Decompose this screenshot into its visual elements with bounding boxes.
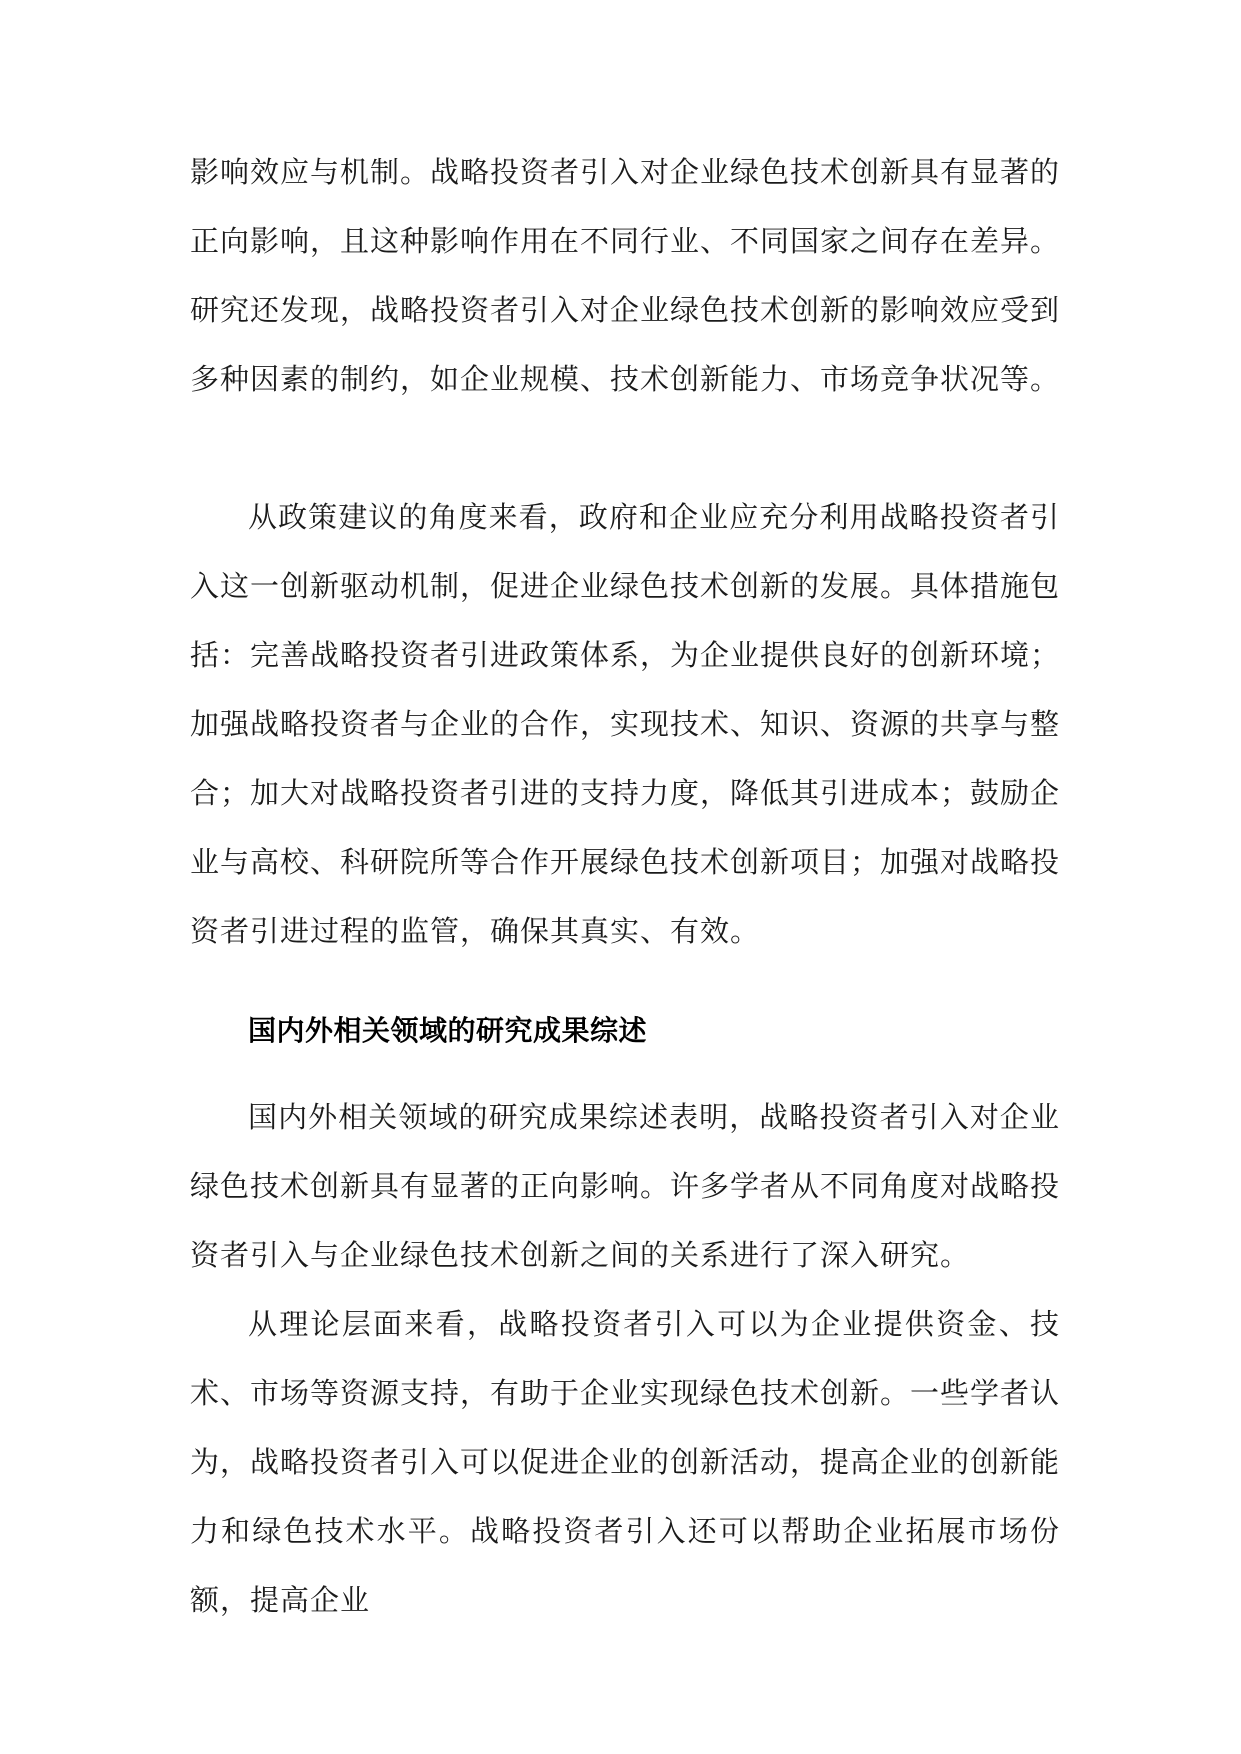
body-paragraph: 从理论层面来看，战略投资者引入可以为企业提供资金、技术、市场等资源支持，有助于企业实现绿色技术创新。一些学者认为，战略投资者引入可以促进企业的创新活动，提高企业的创新能力和绿色技术水平。战略投资者引入还可以帮助企业拓展市场份额，提高企业 — [190, 1307, 1061, 1617]
body-paragraph: 影响效应与机制。战略投资者引入对企业绿色技术创新具有显著的正向影响，且这种影响作用在不同行业、不同国家之间存在差异。研究还发现，战略投资者引入对企业绿色技术创新的影响效应受到多种因素的制约，如企业规模、技术创新能力、市场竞争状况等。 — [190, 155, 1061, 396]
body-paragraph: 国内外相关领域的研究成果综述表明，战略投资者引入对企业绿色技术创新具有显著的正向影响。许多学者从不同角度对战略投资者引入与企业绿色技术创新之间的关系进行了深入研究。 — [190, 1100, 1061, 1272]
section-heading: 国内外相关领域的研究成果综述 — [248, 1014, 648, 1047]
body-paragraph: 从政策建议的角度来看，政府和企业应充分利用战略投资者引入这一创新驱动机制，促进企业绿色技术创新的发展。具体措施包括：完善战略投资者引进政策体系，为企业提供良好的创新环境；加强战略投资者与企业的合作，实现技术、知识、资源的共享与整合；加大对战略投资者引进的支持力度，降低其引进成本；鼓励企业与高校、科研院所等合作开展绿色技术创新项目；加强对战略投资者引进过程的监管，确保其真实、有效。 — [190, 500, 1061, 948]
